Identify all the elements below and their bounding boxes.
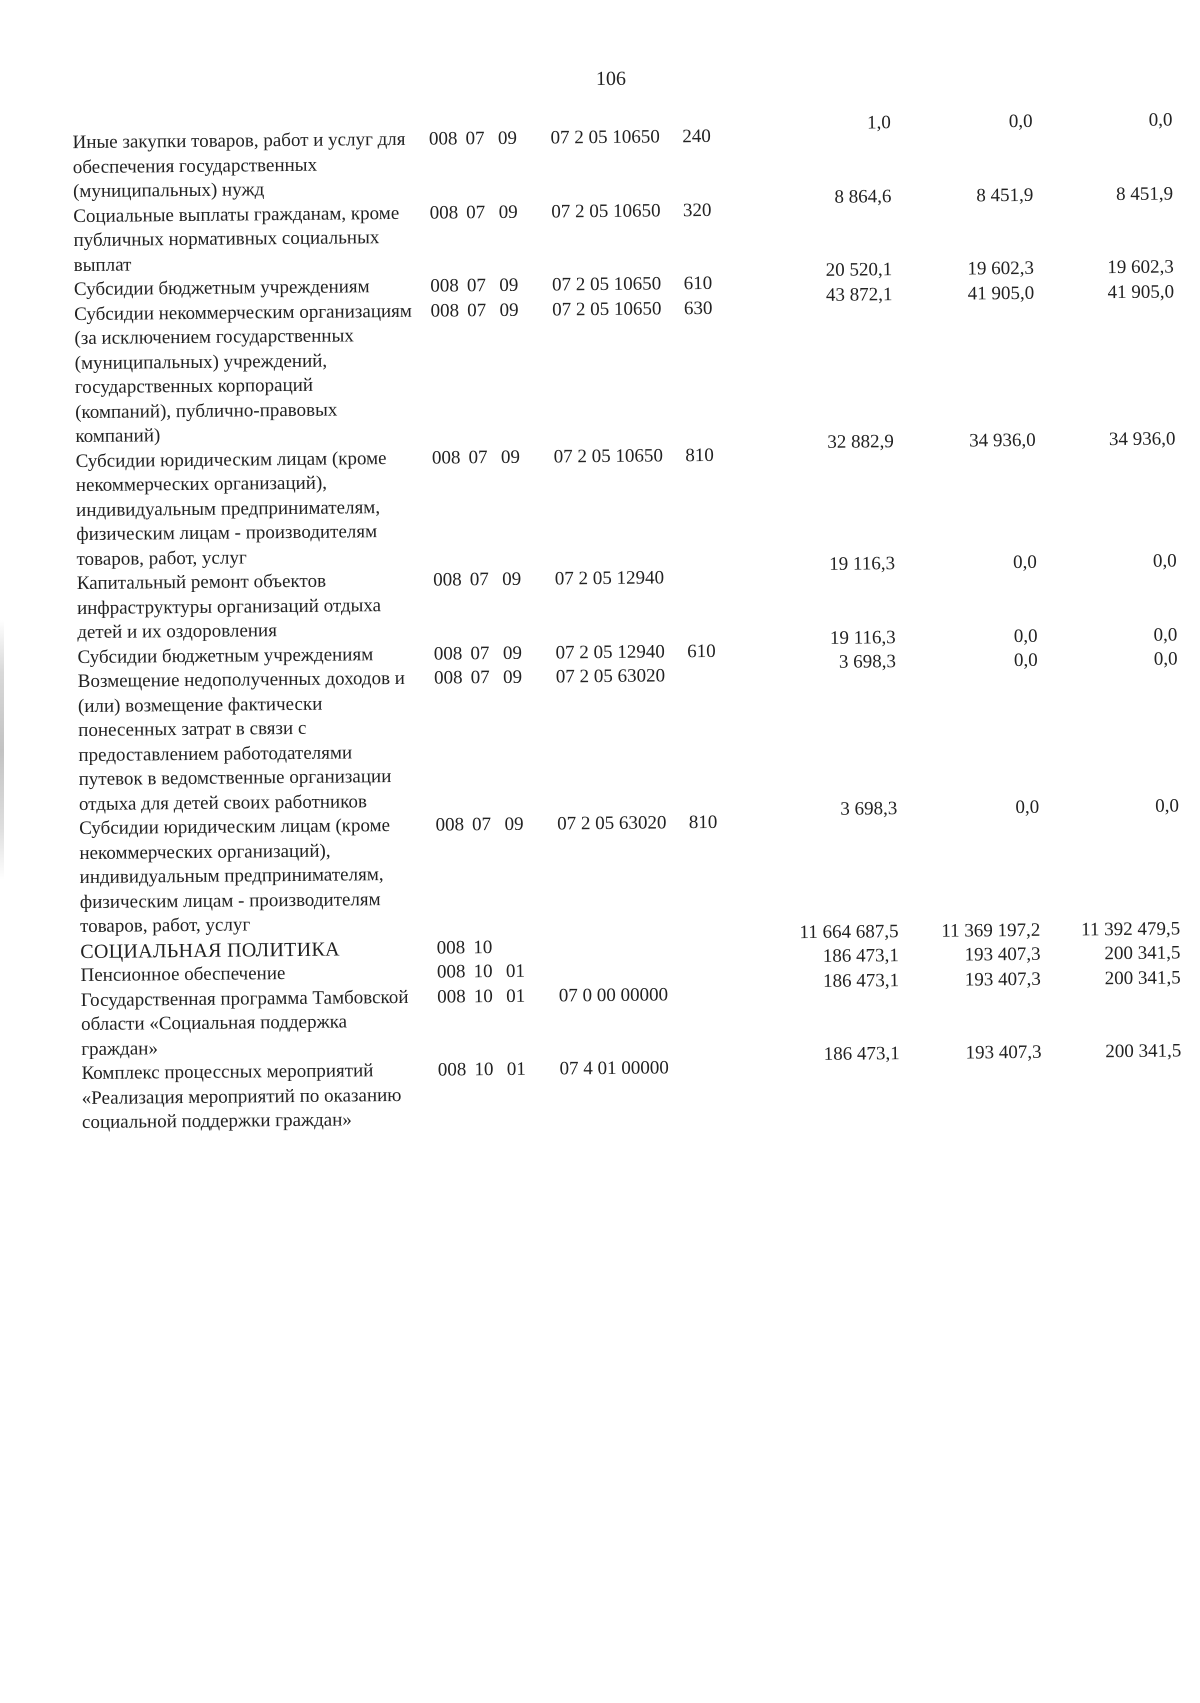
- amount-year-2: 11 369 197,2: [941, 919, 1041, 942]
- ved-code: 008: [437, 985, 466, 1008]
- section-code: 07: [470, 642, 490, 664]
- amount-year-1: 11 664 687,5: [799, 920, 899, 943]
- expense-type-code: 630: [683, 297, 713, 319]
- ved-code: 008: [437, 1059, 467, 1081]
- amount-year-1: 186 473,1: [822, 969, 900, 992]
- amount-year-3: 0,0: [1152, 550, 1177, 572]
- row-name: Субсидии юридическим лицам (кроме некоммерческих организаций), индивидуальным предпринимателям, физическим лицам - производителям товаров, работ, услуг: [79, 815, 391, 938]
- target-article-code: 07 2 05 10650: [553, 444, 664, 467]
- section-code: 07: [466, 201, 486, 223]
- amount-year-2: 193 407,3: [964, 943, 1041, 966]
- amount-year-1: 3 698,3: [838, 651, 897, 673]
- amount-year-3: 8 451,9: [1116, 183, 1174, 205]
- subsection-code: 09: [502, 568, 522, 590]
- ved-code: 008: [436, 936, 466, 959]
- amount-year-1: 3 698,3: [840, 798, 898, 820]
- row-name: Государственная программа Тамбовской области «Социальная поддержка граждан»: [80, 986, 409, 1060]
- subsection-code: 09: [499, 299, 519, 321]
- target-article-code: 07 2 05 12940: [554, 567, 665, 590]
- amount-year-3: 34 936,0: [1108, 427, 1176, 450]
- row-name: Субсидии юридическим лицам (кроме некоммерческих организаций), индивидуальным предпринимателям, физическим лицам - производителям товаров, работ, услуг: [75, 447, 387, 570]
- subsection-code: 09: [498, 201, 518, 223]
- target-article-code: [558, 934, 690, 960]
- section-code: 10: [474, 1059, 494, 1081]
- target-article-code: [558, 958, 690, 984]
- expense-type-code: 610: [687, 640, 716, 662]
- target-article-code: 07 2 05 63020: [557, 812, 667, 835]
- amount-year-2: 193 407,3: [965, 1041, 1042, 1064]
- amount-year-1: 32 882,9: [827, 430, 894, 453]
- amount-year-2: 8 451,9: [976, 184, 1034, 206]
- section-code: 07: [468, 446, 488, 468]
- ved-code: 008: [433, 569, 462, 591]
- page-number: 106: [595, 67, 627, 91]
- amount-year-1: 186 473,1: [823, 1043, 900, 1065]
- section-code: 07: [465, 128, 485, 150]
- ved-code: 008: [434, 667, 463, 689]
- amount-year-2: 0,0: [1013, 625, 1038, 647]
- row-name: Комплекс процессных мероприятий «Реализация мероприятий по оказанию социальной поддержки граждан»: [81, 1060, 402, 1134]
- section-title: СОЦИАЛЬНАЯ ПОЛИТИКА: [80, 938, 340, 963]
- amount-year-3: 19 602,3: [1107, 256, 1174, 279]
- ved-code: 008: [436, 961, 466, 983]
- expense-type-code: 810: [685, 444, 714, 466]
- amount-year-3: 0,0: [1155, 795, 1180, 817]
- target-article-code: 07 2 05 10650: [552, 297, 662, 320]
- expense-type-code: 610: [683, 272, 713, 295]
- amount-year-3: 0,0: [1153, 623, 1178, 646]
- ved-code: 008: [430, 275, 459, 297]
- section-code: 07: [466, 275, 487, 297]
- expense-type-code: 810: [688, 811, 718, 834]
- amount-year-1: 20 520,1: [825, 259, 893, 281]
- ved-code: 008: [435, 814, 465, 836]
- subsection-code: 09: [503, 666, 523, 688]
- budget-table: [72, 109, 1182, 1136]
- amount-year-1: 19 116,3: [829, 626, 896, 649]
- amount-year-3: 200 341,5: [1104, 942, 1181, 965]
- row-name: Возмещение недополученных доходов и (или) возмещение фактически понесенных затрат в связи с предоставлением работодателями путевок в ведомственные организации отдыха для детей своих работников: [77, 667, 406, 815]
- section-code: 10: [473, 961, 493, 983]
- subsection-code: 09: [502, 642, 522, 664]
- subsection-code: 01: [506, 985, 526, 1007]
- subsection-code: 09: [504, 813, 524, 835]
- amount-year-2: 193 407,3: [964, 968, 1041, 991]
- target-article-code: 07 4 01 00000: [559, 1057, 669, 1080]
- table-row: [74, 292, 1175, 450]
- section-code: 07: [472, 814, 492, 836]
- expense-type-code: [686, 566, 747, 640]
- section-code: 10: [473, 936, 493, 958]
- subsection-code: 01: [506, 1058, 526, 1080]
- row-name: Субсидии некоммерческим организациям (за исключением государственных (муниципальных) учреждений, государственных корпораций (компаний), публично-правовых компаний): [74, 300, 412, 448]
- section-code: 07: [469, 569, 489, 591]
- ved-code: 008: [431, 446, 461, 469]
- target-article-code: 07 2 05 12940: [555, 640, 665, 663]
- expense-type-code: [690, 933, 751, 958]
- amount-year-2: 41 905,0: [967, 282, 1035, 304]
- expense-type-code: [687, 664, 749, 812]
- row-name: Пенсионное обеспечение: [80, 963, 286, 987]
- table-row: [81, 1051, 1182, 1135]
- subsection-code: 09: [497, 127, 518, 149]
- expense-type-code: 240: [682, 125, 711, 148]
- amount-year-3: 0,0: [1148, 109, 1173, 131]
- amount-year-3: 200 341,5: [1104, 966, 1181, 989]
- amount-year-3: 200 341,5: [1105, 1040, 1182, 1063]
- target-article-code: 07 2 05 10650: [550, 126, 660, 149]
- scan-edge-shadow: [0, 620, 4, 880]
- row-name: Капитальный ремонт объектов инфраструктуры организаций отдыха детей и их оздоровления: [76, 570, 382, 644]
- target-article-code: 07 2 05 10650: [551, 273, 662, 296]
- amount-year-3: 11 392 479,5: [1081, 917, 1181, 940]
- amount-year-3: 0,0: [1153, 648, 1178, 670]
- amount-year-2: 0,0: [1015, 796, 1040, 819]
- ved-code: 008: [430, 299, 460, 322]
- amount-year-2: 34 936,0: [969, 429, 1036, 451]
- expense-type-code: [690, 982, 751, 1056]
- amount-year-3: 41 905,0: [1107, 280, 1175, 303]
- row-name: Субсидии бюджетным учреждениям: [73, 276, 370, 301]
- amount-year-1: 1,0: [866, 112, 891, 134]
- subsection-code: [506, 935, 559, 960]
- target-article-code: 07 0 00 00000: [558, 983, 669, 1006]
- ved-code: 008: [429, 201, 459, 224]
- row-name: Субсидии бюджетным учреждениям: [77, 643, 374, 668]
- row-name: Социальные выплаты гражданам, кроме публичных нормативных социальных выплат: [73, 202, 400, 276]
- expense-type-code: [690, 958, 751, 983]
- amount-year-1: 19 116,3: [829, 553, 896, 575]
- amount-year-2: 0,0: [1012, 551, 1037, 574]
- section-code: 10: [473, 985, 493, 1007]
- expense-type-code: 320: [682, 199, 712, 221]
- amount-year-2: 19 602,3: [967, 257, 1035, 280]
- amount-year-1: 186 473,1: [822, 945, 899, 967]
- row-name: Иные закупки товаров, работ и услуг для обеспечения государственных (муниципальных) нужд: [72, 128, 406, 203]
- ved-code: 008: [428, 128, 458, 150]
- target-article-code: 07 2 05 63020: [555, 665, 666, 688]
- amount-year-2: 0,0: [1013, 649, 1038, 672]
- amount-year-2: 0,0: [1008, 110, 1033, 133]
- subsection-code: 09: [499, 274, 519, 296]
- table-row: [78, 659, 1179, 817]
- expense-type-code: [691, 1056, 752, 1130]
- ved-code: 008: [433, 642, 463, 665]
- subsection-code: 09: [500, 446, 521, 468]
- section-code: 07: [470, 667, 490, 689]
- subsection-code: 01: [505, 960, 526, 982]
- amount-year-1: 8 864,6: [834, 185, 892, 208]
- amount-year-1: 43 872,1: [825, 283, 893, 306]
- target-article-code: 07 2 05 10650: [551, 199, 661, 222]
- section-code: 07: [467, 299, 487, 321]
